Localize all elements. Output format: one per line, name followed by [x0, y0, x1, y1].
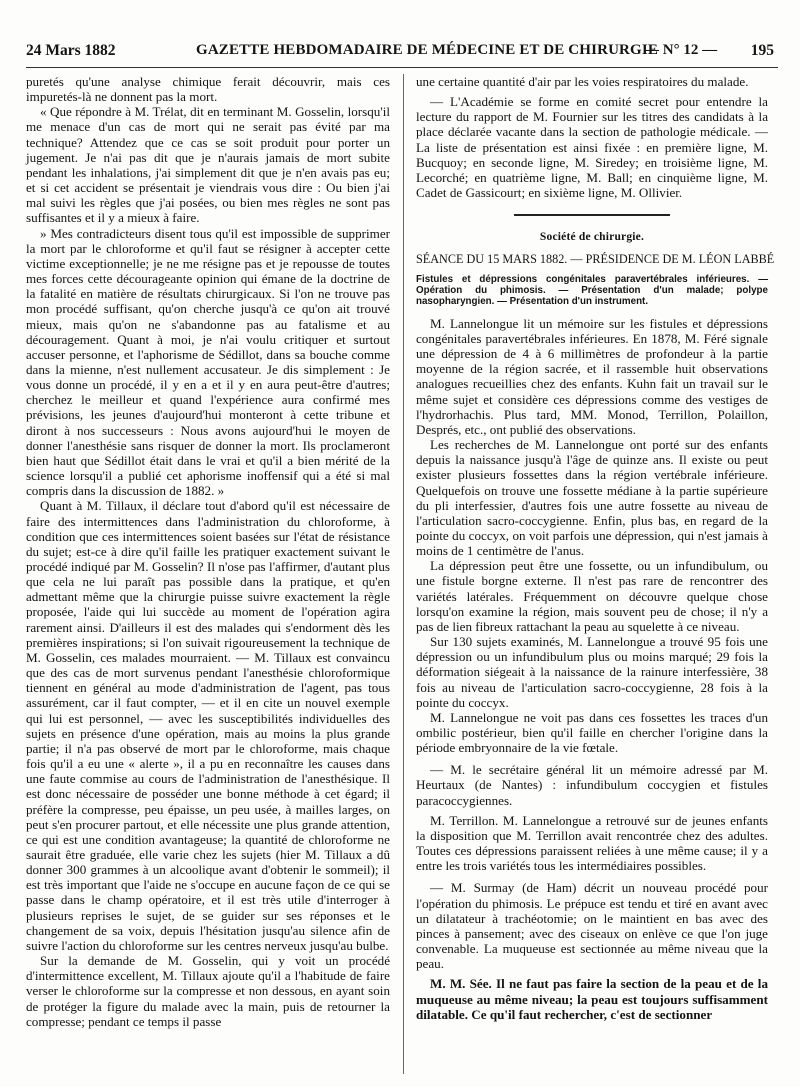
paragraph: Les recherches de M. Lannelongue ont porté sur des enfants depuis la naissance jusqu'à l'âge de quinze ans. Il existe ou peut exister plusieurs fossettes dans la région vertébrale inférieure. Quelquefois on trouve une fossette médiane à la partie supérieure du pli interfessier, d'autres fois une autre fossette au niveau de l'articulation sacro-coccygienne. Enfin, plus bas, en regard de la pointe du coccyx, on voit parfois une dépression, qui n'est jamais à moins de 1 centimètre de l'anus. [416, 437, 768, 559]
left-column [26, 74, 390, 1029]
page-number: 195 [750, 42, 774, 59]
section-rule [514, 214, 670, 216]
paragraph: La dépression peut être une fossette, ou un infundibulum, ou une fistule borgne externe. Il n'est pas rare de rencontrer des variétés latérales. Fréquemment on découvre quelque chose lorsqu'on examine la région, mais souvent peu de chose; il n'y a pas de lien fibreux rattachant la peau au squelette à ce niveau. [416, 558, 768, 634]
paragraph: M. Lannelongue ne voit pas dans ces fossettes les traces d'un ombilic postérieur, bien qu'il faille en chercher l'origine dans la période embryonnaire de la vie fœtale. [416, 709, 768, 756]
journal-title: GAZETTE HEBDOMADAIRE DE MÉDECINE ET DE CHIRURGIE [196, 42, 658, 58]
header-rule [26, 67, 778, 68]
session-heading: SÉANCE DU 15 MARS 1882. — PRÉSIDENCE DE M. LÉON LABBÉ [416, 252, 775, 267]
paragraph: M. Lannelongue lit un mémoire sur les fistules et dépressions congénitales paravertébrales inférieures. En 1878, M. Féré signale une dépression de 4 à 6 millimètres de profondeur à la partie moyenne de la région sacrée, et il rassemble huit observations analogues recueillies chez des enfants. Kuhn fait un travail sur le même sujet et considère ces dépressions comme des vestiges de l'hydrorhachis. Plus tard, MM. Monod, Terrillon, Polaillon, Després, etc., ont publié des observations. [416, 315, 768, 437]
paragraph: » Mes contradicteurs disent tous qu'il est impossible de supprimer la mort par le chloroforme et qu'il faut se résigner à accepter cette victime exceptionnelle; je ne me résigne pas et je repousse de toutes mes forces cette décourageante opinion qui émane de la doctrine de la fatalité en matière de résultats chirurgicaux. Si l'on ne trouve pas mon procédé suffisant, qu'on cherche jusqu'à ce qu'on ait trouvé mieux, mais qu'on ne s'abandonne pas au fatalisme et au découragement. Quant à moi, je n'ai voulu critiquer et surtout accuser personne, et l'aphorisme de Sédillot, dans sa bouche comme dans la mienne, n'est nullement accusateur. Je dis simplement : Je vous donne un procédé, il y en a et il y en aura peut-être d'autres; cherchez le meilleur et quand l'expérience aura confirmé mes prévisions, les jeunes d'aujourd'hui monteront à cette tribune et diront à nos successeurs : Nous avons aujourd'hui le moyen de donner l'anesthésie sans risquer de donner la mort. Ils proclameront bien haut que Sédillot était dans le vrai et qu'il a bien mérité de la science lorsqu'il a publié cet aphorisme inoffensif qui a été si mal compris dans la discussion de 1882. » [26, 225, 390, 499]
session-summary: Fistules et dépressions congénitales paravertébrales inférieures. — Opération du phimosis. — Présentation d'un malade; polype nasopharyngien. — Présentation d'un instrument. [416, 273, 768, 308]
paragraph: M. M. Sée. Il ne faut pas faire la section de la peau et de la muqueuse au même niveau; la peau est toujours suffisamment dilatable. Ce qu'il faut rechercher, c'est de sectionner [416, 976, 768, 1022]
column-divider [403, 74, 404, 1074]
right-column [416, 74, 775, 1022]
issue-date: 24 Mars 1882 [26, 42, 116, 59]
paragraph: M. Terrillon. M. Lannelongue a retrouvé sur de jeunes enfants la disposition que M. Terrillon avait rencontrée chez des adultes. Toutes ces dépressions paraissent reliées à une même cause; il y a entre les trois variétés tous les intermédiaires possibles. [416, 812, 768, 874]
paragraph: puretés qu'une analyse chimique ferait découvrir, mais ces impuretés-là ne donnent pas la mort. [26, 74, 390, 105]
issue-number: — N° 12 — [644, 42, 718, 58]
paragraph: une certaine quantité d'air par les voies respiratoires du malade. [416, 74, 749, 89]
paragraph: — L'Académie se forme en comité secret pour entendre la lecture du rapport de M. Fournier sur les titres des candidats à la place déclarée vacante dans la section de pathologie médicale. — La liste de présentation est ainsi fixée : en première ligne, M. Bucquoy; en seconde ligne, M. Siredey; en troisième ligne, M. Lecorché; en quatrième ligne, M. Ball; en cinquième ligne, M. Cadet de Gassicourt; en sixième ligne, M. Ollivier. [416, 94, 768, 201]
paragraph: Sur la demande de M. Gosselin, qui y voit un procédé d'intermittence excellent, M. Tillaux ajoute qu'il a l'habitude de faire verser le chloroforme sur la compresse et non dessous, en ayant soin de protéger la figure du malade avec la main, puis de retourner la compresse; pendant ce temps il passe [26, 953, 390, 1029]
page-header [26, 36, 778, 66]
paragraph: — M. le secrétaire général lit un mémoire adressé par M. Heurtaux (de Nantes) : infundibulum coccygien et fistules paracoccygiennes. [416, 762, 768, 808]
paragraph: « Que répondre à M. Trélat, dit en terminant M. Gosselin, lorsqu'il me menace d'un cas de mort qui ne serait pas évité par ma technique? Attendez que ce cas se soit produit pour porter un jugement. Je n'ai pas dit que je n'aurais jamais de mort subite pendant les inhalations, j'ai simplement dit que je n'en avais pas eu; et si cet accident se présentait je viendrais vous dire : Ou bien j'ai mal suivi les règles que j'ai posées, ou bien mes règles ne sont pas suffisantes et il y a mieux à faire. [26, 104, 390, 226]
section-title: Société de chirurgie. [539, 231, 645, 244]
paragraph: Sur 130 sujets examinés, M. Lannelongue a trouvé 95 fois une dépression ou un infundibulum plus ou moins marqué; 29 fois la déformation siégeait à la naissance de la rainure interfessière, 38 fois au niveau de l'articulation sacro-coccygienne, 28 fois à la pointe du coccyx. [416, 634, 768, 710]
paragraph: — M. Surmay (de Ham) décrit un nouveau procédé pour l'opération du phimosis. Le prépuce est tendu et tiré en avant avec un dilatateur à trachéotomie; on le maintient en bas avec des pinces à pansement; avec des ciseaux on enlève ce que l'on juge convenable. La muqueuse est sectionnée au même niveau que la peau. [416, 880, 768, 972]
paragraph: Quant à M. Tillaux, il déclare tout d'abord qu'il est nécessaire de faire des intermittences dans l'administration du chloroforme, à condition que ces intermittences soient basées sur l'état de résistance du sujet; est-ce à dire qu'il faille les pratiquer exactement suivant le procédé indiqué par M. Gosselin? Il n'ose pas l'affirmer, d'autant plus que cela ne lui paraît pas possible dans la pratique, et qu'en admettant même que la chirurgie puisse suivre exactement la règle proposée, l'aide qui lui succède au moment de l'opération agira rarement ainsi. D'ailleurs il est des malades qui s'endorment dès les premières inspirations; si l'on suivait rigoureusement la technique de M. Gosselin, ces malades mourraient. — M. Tillaux est convaincu que des cas de mort survenus pendant l'anesthésie chloroformique tiennent en général au mode d'administration de l'agent, pas tous assurément, car il faut compter, — et il en cite un nouvel exemple qui lui est personnel, — avec les susceptibilités individuelles des sujets en présence d'une opération, mais au moins la plus grande partie; il n'a pas observé de mort par le chloroforme, mais chaque fois qu'il a eu une « alerte », il a pu en reconnaître les causes dans une faute commise au cours de l'administration de l'anesthésique. Il est donc nécessaire de posséder une bonne méthode à cet égard; il préfère la compresse, peu épaisse, un peu usée, à mailles larges, on peut s'en procurer partout, et elle nécessite une plus grande attention, ce qui est une condition avantageuse; la quantité de chloroforme ne saurait être graduée, elle varie chez les sujets (hier M. Tillaux a dû donner 300 grammes à un alcoolique avant d'obtenir le sommeil); il est très important que l'aide ne s'occupe en aucune façon de ce qui se passe dans le champ opératoire, et il est très utile d'interroger à plusieurs reprises le sujet, de se guider sur ses réponses et le changement de sa voix, depuis l'hésitation jusqu'au silence afin de suivre l'action du chloroforme sur les centres nerveux jusqu'au bulbe. [26, 498, 390, 953]
